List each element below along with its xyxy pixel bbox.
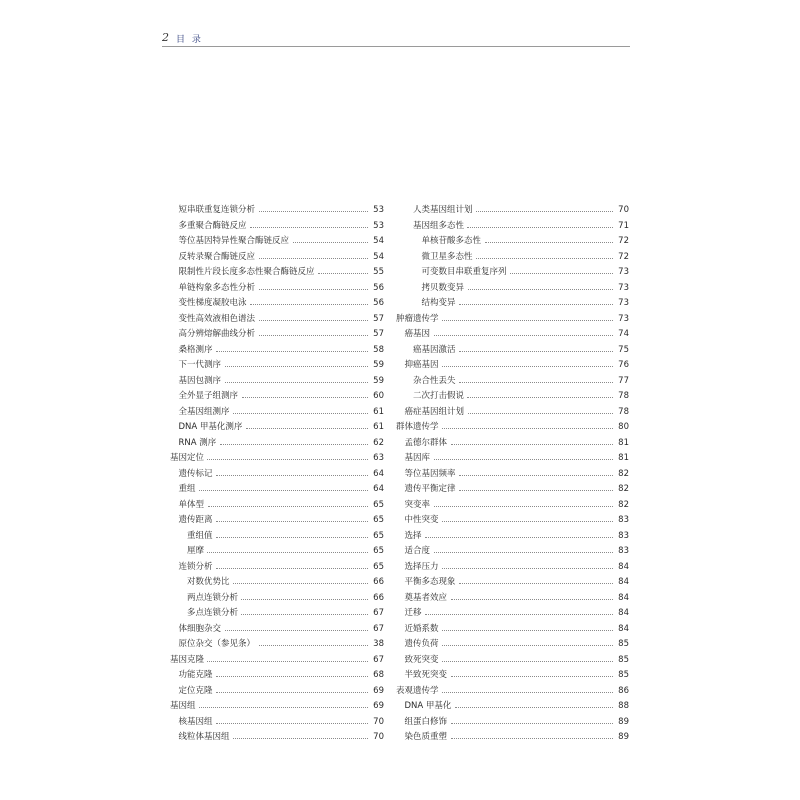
toc-entry-page: 84	[618, 577, 629, 587]
toc-entry-page: 67	[373, 623, 384, 634]
toc-entry-title: 基因库	[405, 451, 434, 467]
toc-entry[interactable]	[170, 482, 384, 498]
toc-entry[interactable]	[396, 591, 629, 607]
toc-entry-page: 77	[618, 375, 629, 386]
toc-entry-page: 78	[618, 391, 629, 401]
dot-leader	[246, 428, 368, 429]
toc-entry-page: 72	[618, 236, 629, 246]
toc-entry-title: 等位基因频率	[405, 467, 459, 483]
toc-entry[interactable]	[170, 389, 384, 405]
toc-entry-page: 61	[373, 422, 384, 432]
toc-entry[interactable]	[170, 560, 384, 576]
toc-entry[interactable]	[170, 343, 384, 359]
toc-entry-page: 83	[618, 530, 629, 541]
dot-leader	[434, 506, 613, 507]
toc-entry-page: 75	[618, 344, 629, 355]
dot-leader	[434, 552, 613, 553]
toc-entry-title: 功能克隆	[179, 668, 216, 684]
toc-entry[interactable]	[396, 250, 629, 266]
toc-entry[interactable]	[170, 467, 384, 483]
toc-entry-title: 半致死突变	[405, 668, 451, 684]
dot-leader	[259, 289, 368, 290]
toc-entry-title: 癌症基因组计划	[405, 405, 468, 421]
toc-entry-page: 74	[618, 329, 629, 339]
toc-entry-title: 杂合性丢失	[413, 374, 459, 390]
toc-entry[interactable]	[170, 715, 384, 731]
toc-entry-page: 57	[373, 313, 384, 324]
dot-leader	[467, 397, 613, 398]
toc-entry-page: 64	[373, 484, 384, 494]
toc-entry-page: 65	[373, 499, 384, 510]
dot-leader	[434, 335, 613, 336]
dot-leader	[451, 676, 613, 677]
toc-entry-title: 基因定位	[170, 451, 207, 467]
toc-entry-page: 73	[618, 298, 629, 308]
dot-leader	[318, 273, 368, 274]
dot-leader	[242, 397, 368, 398]
toc-entry-page: 66	[373, 577, 384, 587]
dot-leader	[451, 444, 613, 445]
dot-leader	[233, 738, 368, 739]
dot-leader	[225, 630, 368, 631]
toc-entry-page: 73	[618, 282, 629, 293]
dot-leader	[442, 645, 613, 646]
dot-leader	[459, 382, 613, 383]
toc-entry-page: 73	[618, 267, 629, 277]
toc-entry[interactable]	[396, 312, 629, 328]
toc-entry-title: 定位克隆	[179, 684, 216, 700]
dot-leader	[259, 320, 368, 321]
toc-entry-title: 遗传负荷	[405, 637, 442, 653]
toc-entry[interactable]	[170, 327, 384, 343]
toc-entry[interactable]	[396, 482, 629, 498]
toc-column-left	[170, 203, 384, 746]
toc-entry-page: 60	[373, 391, 384, 401]
toc-entry-page: 66	[373, 592, 384, 603]
toc-entry-title: 对数优势比	[187, 575, 233, 591]
dot-leader	[468, 413, 613, 414]
dot-leader	[459, 304, 613, 305]
toc-entry-page: 71	[618, 220, 629, 231]
toc-entry-page: 68	[373, 670, 384, 680]
toc-entry-page: 65	[373, 546, 384, 556]
toc-entry[interactable]	[170, 250, 384, 266]
toc-entry-page: 54	[373, 251, 384, 262]
toc-entry-title: 近婚系数	[405, 622, 442, 638]
toc-entry-page: 61	[373, 406, 384, 417]
dot-leader	[425, 537, 613, 538]
toc-entry-title: 群体遗传学	[396, 420, 442, 436]
toc-entry-page: 70	[618, 205, 629, 215]
toc-entry-title: 重组	[179, 482, 199, 498]
dot-leader	[468, 289, 613, 290]
dot-leader	[510, 273, 613, 274]
toc-entry[interactable]	[396, 699, 629, 715]
toc-entry[interactable]	[396, 420, 629, 436]
dot-leader	[459, 351, 613, 352]
toc-entry-title: 连锁分析	[179, 560, 216, 576]
dot-leader	[451, 723, 613, 724]
toc-entry-title: 孟德尔群体	[405, 436, 451, 452]
dot-leader	[220, 444, 368, 445]
dot-leader	[259, 211, 368, 212]
toc-entry-page: 64	[373, 468, 384, 479]
toc-entry-title: 迁移	[405, 606, 425, 622]
toc-entry[interactable]	[396, 296, 629, 312]
dot-leader	[207, 552, 368, 553]
toc-entry-title: 重组值	[187, 529, 216, 545]
toc-entry-title: 等位基因特异性聚合酶链反应	[179, 234, 293, 250]
toc-entry-title: 遗传距离	[179, 513, 216, 529]
toc-entry-title: 结构变异	[422, 296, 459, 312]
toc-entry-page: 58	[373, 344, 384, 355]
dot-leader	[241, 614, 368, 615]
toc-entry-title: DNA 甲基化	[405, 699, 455, 715]
dot-leader	[451, 738, 613, 739]
toc-entry-title: 二次打击假说	[413, 389, 467, 405]
dot-leader	[259, 258, 368, 259]
dot-leader	[259, 335, 368, 336]
toc-entry-page: 57	[373, 329, 384, 339]
toc-entry[interactable]	[170, 498, 384, 514]
toc-entry[interactable]	[396, 374, 629, 390]
dot-leader	[208, 506, 368, 507]
toc-entry-title: 人类基因组计划	[413, 203, 476, 219]
toc-entry-title: 变性梯度凝胶电泳	[179, 296, 250, 312]
toc-entry-title: RNA 测序	[179, 436, 220, 452]
toc-entry[interactable]	[170, 219, 384, 235]
toc-entry-page: 70	[373, 732, 384, 742]
toc-entry[interactable]	[170, 637, 384, 653]
toc-entry[interactable]	[170, 374, 384, 390]
dot-leader	[459, 583, 613, 584]
dot-leader	[259, 645, 368, 646]
toc-entry-title: 基因组多态性	[413, 219, 467, 235]
toc-entry-title: 拷贝数变异	[422, 281, 468, 297]
toc-entry[interactable]	[396, 265, 629, 281]
toc-entry-page: 63	[373, 453, 384, 463]
toc-entry-title: 微卫星多态性	[422, 250, 476, 266]
toc-entry-page: 70	[373, 716, 384, 727]
toc-entry-page: 38	[373, 639, 384, 649]
dot-leader	[459, 490, 613, 491]
toc-entry[interactable]	[170, 451, 384, 467]
toc-entry[interactable]	[170, 234, 384, 250]
toc-entry[interactable]	[396, 436, 629, 452]
toc-entry-title: 反转录聚合酶链反应	[179, 250, 259, 266]
toc-entry[interactable]	[170, 265, 384, 281]
toc-entry-page: 69	[373, 701, 384, 711]
toc-entry-page: 65	[373, 530, 384, 541]
toc-entry-page: 56	[373, 298, 384, 308]
toc-entry-title: 奠基者效应	[405, 591, 451, 607]
toc-entry[interactable]	[170, 544, 384, 560]
toc-entry[interactable]	[396, 343, 629, 359]
toc-entry-title: 遗传标记	[179, 467, 216, 483]
toc-entry[interactable]	[396, 513, 629, 529]
toc-entry-title: 选择	[405, 529, 425, 545]
toc-entry-page: 88	[618, 701, 629, 711]
toc-entry[interactable]	[396, 451, 629, 467]
toc-entry-title: 下一代测序	[179, 358, 225, 374]
toc-entry[interactable]	[396, 529, 629, 545]
toc-entry[interactable]	[396, 560, 629, 576]
toc-entry-title: 表观遗传学	[396, 684, 442, 700]
toc-entry-title: 单核苷酸多态性	[422, 234, 485, 250]
toc-entry-title: 高分辨熔解曲线分析	[179, 327, 259, 343]
toc-entry-page: 81	[618, 453, 629, 463]
dot-leader	[241, 599, 368, 600]
toc-entry-page: 56	[373, 282, 384, 293]
toc-entry-page: 59	[373, 375, 384, 386]
dot-leader	[293, 242, 368, 243]
toc-entry-page: 53	[373, 205, 384, 215]
dot-leader	[442, 661, 613, 662]
toc-entry[interactable]	[396, 622, 629, 638]
toc-entry-title: 变性高效液相色谱法	[179, 312, 259, 328]
toc-entry[interactable]	[396, 715, 629, 731]
toc-entry-page: 85	[618, 639, 629, 649]
toc-entry[interactable]	[396, 684, 629, 700]
toc-entry-page: 76	[618, 360, 629, 370]
toc-entry-title: 适合度	[405, 544, 434, 560]
dot-leader	[476, 258, 613, 259]
toc-entry[interactable]	[396, 281, 629, 297]
dot-leader	[216, 475, 368, 476]
toc-entry[interactable]	[170, 591, 384, 607]
toc-entry-page: 67	[373, 654, 384, 665]
dot-leader	[216, 692, 368, 693]
toc-entry[interactable]	[170, 684, 384, 700]
toc-entry-page: 53	[373, 220, 384, 231]
dot-leader	[442, 428, 613, 429]
toc-entry[interactable]	[396, 358, 629, 374]
toc-entry-title: 原位杂交（参见条）	[179, 637, 259, 653]
toc-entry[interactable]	[170, 699, 384, 715]
dot-leader	[250, 227, 368, 228]
toc-entry-page: 69	[373, 685, 384, 696]
toc-entry-title: 基因组	[170, 699, 199, 715]
dot-leader	[216, 723, 368, 724]
toc-entry-page: 65	[373, 515, 384, 525]
toc-entry[interactable]	[396, 327, 629, 343]
toc-entry-title: 可变数目串联重复序列	[422, 265, 510, 281]
dot-leader	[442, 692, 613, 693]
dot-leader	[216, 568, 368, 569]
dot-leader	[476, 211, 613, 212]
toc-entry[interactable]	[170, 653, 384, 669]
toc-entry[interactable]	[170, 668, 384, 684]
dot-leader	[216, 676, 368, 677]
toc-entry-title: 染色质重塑	[405, 730, 451, 746]
toc-entry-page: 86	[618, 685, 629, 696]
dot-leader	[216, 521, 368, 522]
toc-entry[interactable]	[396, 405, 629, 421]
toc-entry-title: 核基因组	[179, 715, 216, 731]
dot-leader	[233, 583, 368, 584]
toc-entry[interactable]	[170, 203, 384, 219]
toc-entry[interactable]	[170, 312, 384, 328]
toc-entry[interactable]	[170, 420, 384, 436]
dot-leader	[216, 351, 368, 352]
running-header	[162, 30, 630, 47]
toc-entry[interactable]	[396, 498, 629, 514]
dot-leader	[442, 320, 613, 321]
toc-entry-title: 中性突变	[405, 513, 442, 529]
dot-leader	[455, 707, 613, 708]
dot-leader	[451, 599, 613, 600]
toc-entry-page: 67	[373, 608, 384, 618]
toc-entry-title: 组蛋白修饰	[405, 715, 451, 731]
toc-entry-title: 突变率	[405, 498, 434, 514]
page-number: 2	[162, 31, 169, 44]
dot-leader	[442, 366, 613, 367]
toc-entry-title: 线粒体基因组	[179, 730, 233, 746]
toc-entry-page: 81	[618, 437, 629, 448]
toc-entry-page: 72	[618, 251, 629, 262]
toc-entry-page: 84	[618, 623, 629, 634]
toc-entry-page: 83	[618, 546, 629, 556]
toc-entry[interactable]	[396, 389, 629, 405]
toc-entry-title: 全外显子组测序	[179, 389, 242, 405]
toc-entry[interactable]	[396, 203, 629, 219]
toc-entry[interactable]	[170, 358, 384, 374]
dot-leader	[199, 707, 368, 708]
toc-entry[interactable]	[396, 467, 629, 483]
toc-entry-page: 85	[618, 670, 629, 680]
toc-entry-title: 遗传平衡定律	[405, 482, 459, 498]
dot-leader	[199, 490, 368, 491]
toc-entry[interactable]	[170, 436, 384, 452]
dot-leader	[442, 521, 613, 522]
toc-entry-title: 癌基因	[405, 327, 434, 343]
toc-entry-page: 65	[373, 561, 384, 572]
dot-leader	[434, 459, 613, 460]
toc-entry-page: 59	[373, 360, 384, 370]
dot-leader	[442, 568, 613, 569]
toc-entry[interactable]	[396, 544, 629, 560]
toc-entry-title: 厘摩	[187, 544, 207, 560]
toc-entry-page: 89	[618, 716, 629, 727]
dot-leader	[216, 537, 368, 538]
toc-entry-page: 85	[618, 654, 629, 665]
toc-entry-title: 基因包测序	[179, 374, 225, 390]
dot-leader	[485, 242, 613, 243]
dot-leader	[225, 366, 368, 367]
dot-leader	[225, 382, 368, 383]
toc-entry-page: 84	[618, 561, 629, 572]
toc-entry-title: 限制性片段长度多态性聚合酶链反应	[179, 265, 318, 281]
toc-entry-title: 选择压力	[405, 560, 442, 576]
toc-entry-title: 多重聚合酶链反应	[179, 219, 250, 235]
toc-entry-page: 82	[618, 499, 629, 510]
toc-entry-page: 73	[618, 313, 629, 324]
toc-entry[interactable]	[170, 730, 384, 746]
toc-entry-page: 83	[618, 515, 629, 525]
toc-entry-page: 62	[373, 437, 384, 448]
toc-entry[interactable]	[170, 529, 384, 545]
toc-entry-page: 80	[618, 422, 629, 432]
toc-entry-page: 89	[618, 732, 629, 742]
toc-entry-page: 54	[373, 236, 384, 246]
toc-entry-title: 短串联重复连锁分析	[179, 203, 259, 219]
toc-entry-page: 84	[618, 608, 629, 618]
toc-entry[interactable]	[396, 730, 629, 746]
toc-entry[interactable]	[396, 653, 629, 669]
toc-entry-title: 肿瘤遗传学	[396, 312, 442, 328]
toc-entry-page: 82	[618, 484, 629, 494]
dot-leader	[459, 475, 613, 476]
dot-leader	[250, 304, 368, 305]
dot-leader	[207, 661, 368, 662]
toc-entry[interactable]	[170, 405, 384, 421]
toc-entry[interactable]	[396, 637, 629, 653]
toc-entry-title: DNA 甲基化测序	[179, 420, 246, 436]
toc-entry[interactable]	[170, 575, 384, 591]
toc-entry[interactable]	[170, 622, 384, 638]
toc-entry-title: 致死突变	[405, 653, 442, 669]
toc-entry[interactable]	[396, 575, 629, 591]
toc-entry-page: 84	[618, 592, 629, 603]
toc-entry-page: 78	[618, 406, 629, 417]
toc-entry-page: 55	[373, 267, 384, 277]
dot-leader	[442, 630, 613, 631]
toc-entry[interactable]	[170, 513, 384, 529]
toc-entry[interactable]	[170, 296, 384, 312]
toc-entry[interactable]	[396, 234, 629, 250]
toc-entry-title: 体细胞杂交	[179, 622, 225, 638]
toc-entry-title: 桑格测序	[179, 343, 216, 359]
toc-entry-title: 多点连锁分析	[187, 606, 241, 622]
header-title: 目 录	[176, 35, 203, 45]
toc-entry-page: 82	[618, 468, 629, 479]
toc-entry[interactable]	[396, 219, 629, 235]
toc-entry-title: 基因克隆	[170, 653, 207, 669]
toc-entry[interactable]	[170, 281, 384, 297]
toc-entry-title: 单链构象多态性分析	[179, 281, 259, 297]
toc-entry-title: 平衡多态现象	[405, 575, 459, 591]
toc-entry-title: 全基因组测序	[179, 405, 233, 421]
toc-entry[interactable]	[170, 606, 384, 622]
toc-entry[interactable]	[396, 668, 629, 684]
toc-column-right	[396, 203, 629, 746]
toc-entry-title: 单体型	[179, 498, 208, 514]
dot-leader	[467, 227, 613, 228]
toc-entry[interactable]	[396, 606, 629, 622]
toc-entry-title: 抑癌基因	[405, 358, 442, 374]
toc-entry-title: 癌基因激活	[413, 343, 459, 359]
toc-entry-title: 两点连锁分析	[187, 591, 241, 607]
dot-leader	[233, 413, 368, 414]
dot-leader	[425, 614, 613, 615]
dot-leader	[207, 459, 368, 460]
